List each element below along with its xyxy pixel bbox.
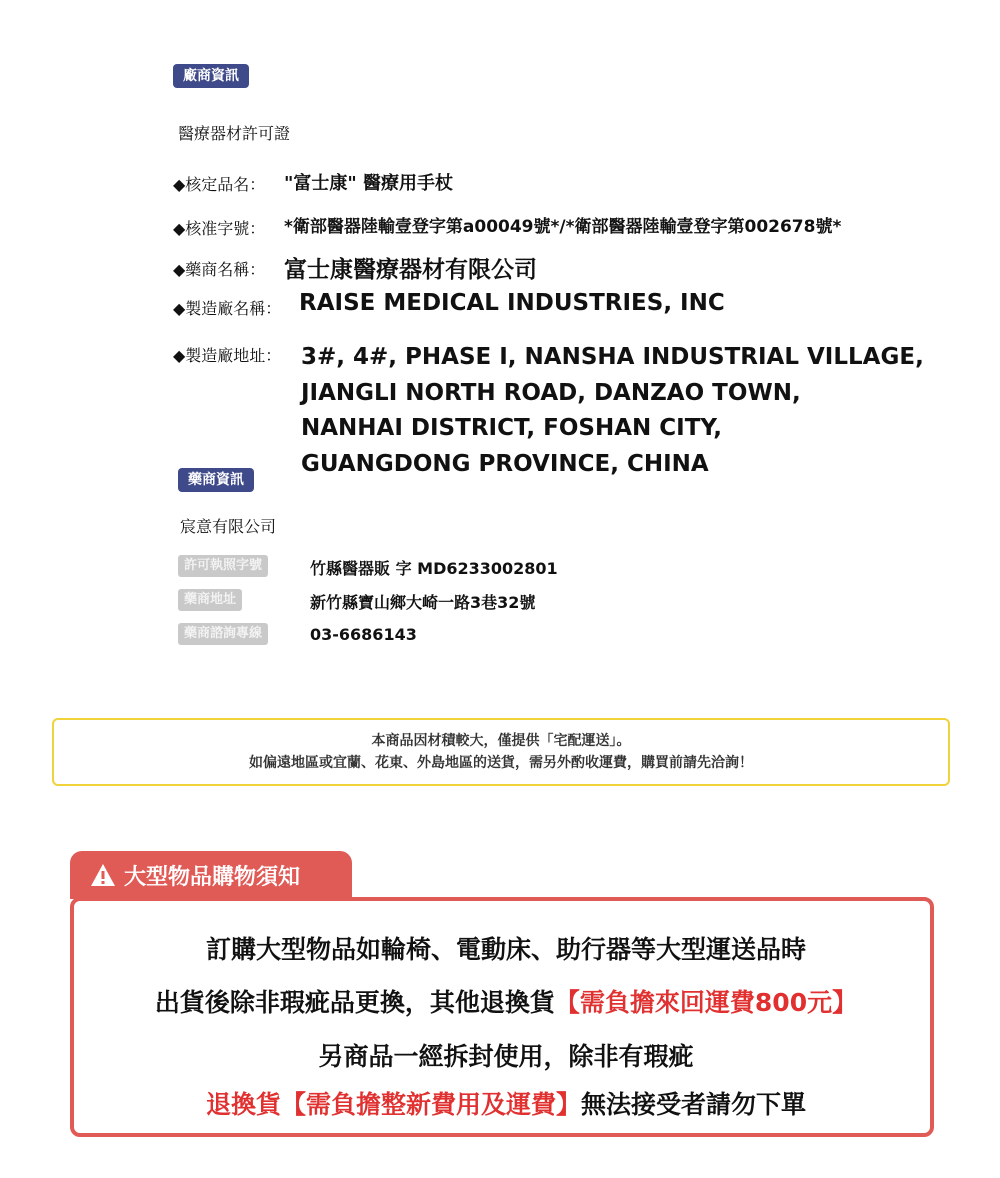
address-line: 3#, 4#, PHASE I, NANSHA INDUSTRIAL VILLAGE, [301, 344, 924, 370]
manufacturer-value: RAISE MEDICAL INDUSTRIES, INC [299, 290, 725, 316]
warning-line1: 訂購大型物品如輪椅、電動床、助行器等大型運送品時 [205, 935, 806, 964]
hotline-tag: 藥商諮詢專線 [178, 623, 268, 645]
address-line: GUANGDONG PROVINCE, CHINA [301, 450, 709, 477]
warning-line4-text: 無法接受者請勿下單 [581, 1090, 807, 1119]
license-heading: 醫療器材許可證 [178, 124, 291, 143]
warning-line4 [74, 1085, 938, 1121]
address-tag: 藥商地址 [178, 589, 242, 611]
warning-line2-highlight: 【需負擔來回運費800元】 [554, 988, 858, 1017]
warning-line3: 另商品一經拆封使用，除非有瑕疵 [318, 1042, 694, 1071]
shipping-notice [52, 718, 950, 786]
company-name: 宸意有限公司 [180, 517, 277, 536]
manufacturer-label: ◆製造廠名稱： [173, 299, 282, 318]
warning-line2 [74, 983, 938, 1019]
warning-title: 大型物品購物須知 [124, 865, 301, 890]
hotline-value: 03-6686143 [310, 625, 417, 644]
address-line: NANHAI DISTRICT, FOSHAN CITY, [301, 415, 722, 441]
notice-line1: 本商品因材積較大，僅提供「宅配運送」。 [371, 733, 631, 749]
address-value: 新竹縣寶山鄉大崎一路3巷32號 [310, 593, 536, 612]
large-item-notice-box [70, 897, 934, 1137]
pharma-info-tag: 藥商資訊 [178, 468, 254, 492]
product-name-label: ◆核定品名： [173, 175, 266, 194]
license-value: 竹縣醫器販 字 MD6233002801 [310, 559, 558, 578]
warning-line2-text: 出貨後除非瑕疵品更換，其他退換貨 [154, 988, 555, 1017]
license-tag: 許可執照字號 [178, 555, 268, 577]
vendor-info-tag: 廠商資訊 [173, 64, 249, 88]
pharma-name-label: ◆藥商名稱： [173, 260, 266, 279]
address-line: JIANGLI NORTH ROAD, DANZAO TOWN, [301, 379, 801, 406]
warning-line4-highlight: 退換貨【需負擔整新費用及運費】 [205, 1090, 581, 1119]
approval-no-value: *衛部醫器陸輸壹登字第a00049號*/*衛部醫器陸輸壹登字第002678號* [284, 217, 842, 237]
manufacturer-address [301, 340, 924, 482]
large-item-notice-tab [70, 851, 352, 899]
warning-icon [90, 863, 116, 893]
pharma-name-value: 富士康醫療器材有限公司 [284, 257, 537, 283]
manufacturer-address-label: ◆製造廠地址： [173, 346, 282, 365]
product-name-value: "富士康" 醫療用手杖 [284, 173, 454, 194]
notice-line2: 如偏遠地區或宜蘭、花東、外島地區的送貨，需另外酌收運費，購買前請先洽詢！ [249, 755, 753, 771]
approval-no-label: ◆核准字號： [173, 219, 266, 238]
